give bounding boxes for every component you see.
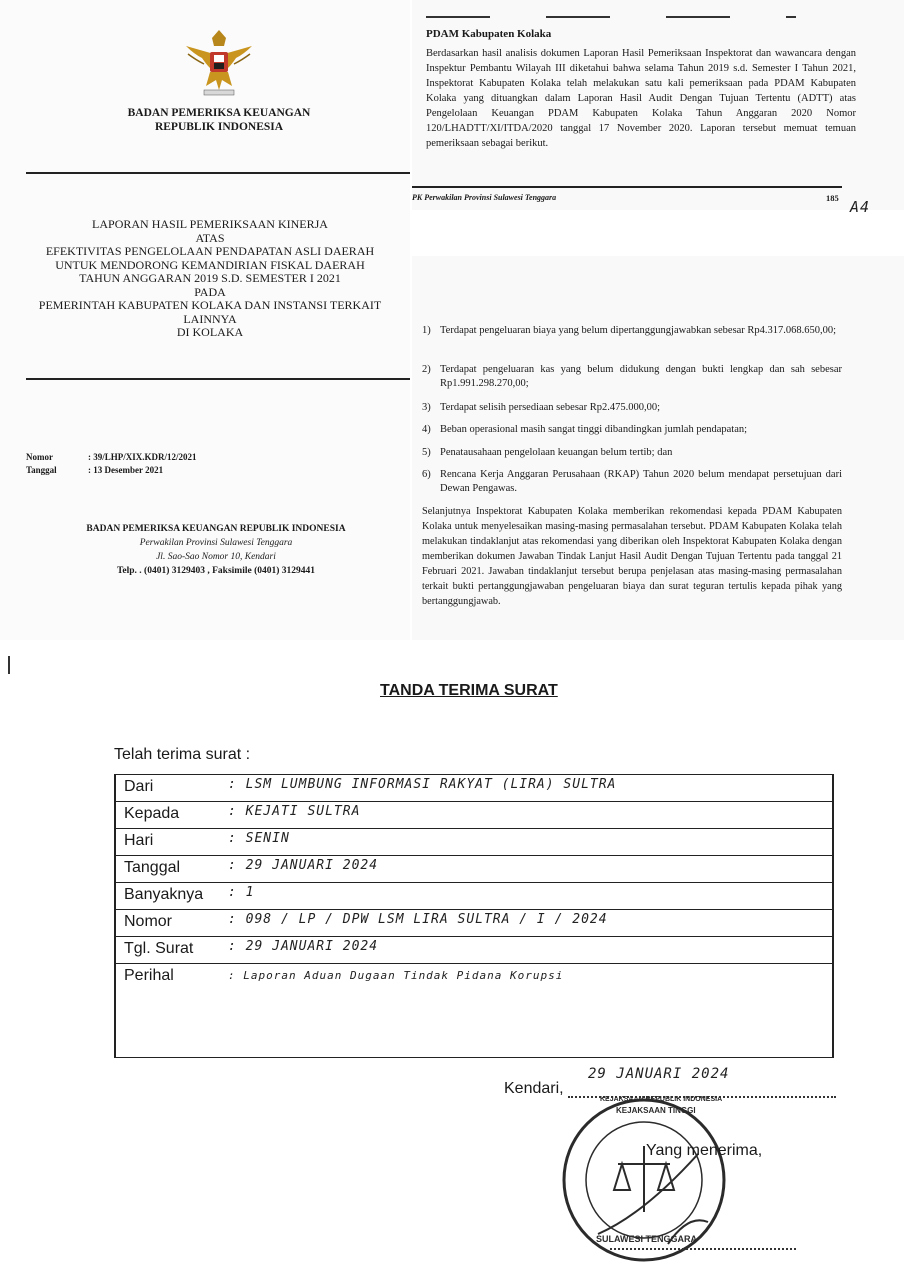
nomor-value: : 39/LHP/XIX.KDR/12/2021 [88, 452, 197, 462]
item-text: Rencana Kerja Anggaran Perusahaan (RKAP) Tahun 2020 belum mendapat persetujuan dari Dewan Pengawas. [440, 469, 842, 494]
receipt-row-perihal [116, 964, 832, 990]
receipt-row-kepada [116, 802, 832, 829]
title-line: LAINNYA [183, 311, 237, 326]
place-label: Kendari, [504, 1080, 564, 1097]
row-value: : 098 / LP / DPW LSM LIRA SULTRA / I / 2024 [228, 912, 608, 927]
divider-top [26, 172, 410, 174]
agency-name-line2: REPUBLIK INDONESIA [154, 121, 284, 133]
page-footer-rule [412, 186, 842, 188]
row-value: : 29 JANUARI 2024 [228, 858, 379, 873]
item-number: 4) [422, 424, 431, 435]
row-label: Banyaknya [124, 886, 204, 903]
garuda-emblem-icon [180, 24, 258, 102]
row-label: Perihal [124, 967, 174, 984]
receipt-intro: Telah terima surat : [114, 746, 251, 763]
receipt-row-nomor [116, 910, 832, 937]
receipt-title: TANDA TERIMA SURAT [380, 682, 558, 699]
page-footer-left: PK Perwakilan Provinsi Sulawesi Tenggara [412, 193, 557, 202]
receipt-row-banyaknya [116, 883, 832, 910]
row-value: : Laporan Aduan Dugaan Tindak Pidana Korupsi [228, 969, 564, 982]
footer-line: Jl. Sao-Sao Nomor 10, Kendari [156, 552, 276, 562]
signature-dotted-line [610, 1248, 796, 1250]
item-number: 5) [422, 447, 431, 458]
title-line: LAPORAN HASIL PEMERIKSAAN KINERJA [92, 217, 328, 231]
lhp-page-185-top [412, 0, 904, 216]
footer-line: Telp. . (0401) 3129403 , Faksimile (0401) 3129441 [116, 566, 316, 576]
receipt-row-tanggal [116, 856, 832, 883]
receipt-row-tgl-surat [116, 937, 832, 964]
finding-item [422, 324, 842, 354]
item-text: Terdapat pengeluaran kas yang belum didukung dengan bukti lengkap dan sah sebesar Rp1.991.298.270,00; [440, 364, 842, 389]
stamp-text-mid: KEJAKSAAN TINGGI [616, 1106, 696, 1115]
tanggal-label: Tanggal [26, 465, 57, 475]
finding-item [422, 363, 842, 393]
row-value: : KEJATI SULTRA [228, 804, 361, 819]
stamp-text-bottom: SULAWESI TENGGARA [596, 1234, 698, 1244]
row-value: : 29 JANUARI 2024 [228, 939, 379, 954]
nomor-label: Nomor [26, 452, 53, 462]
footer-line: Perwakilan Provinsi Sulawesi Tenggara [139, 538, 293, 548]
row-label: Hari [124, 832, 154, 849]
handwritten-mark: A4 [850, 198, 871, 216]
footer-line: BADAN PEMERIKSA KEUANGAN REPUBLIK INDONESIA [86, 524, 346, 534]
item-number: 6) [422, 469, 431, 480]
receiver-label: Yang menerima, [646, 1142, 763, 1159]
row-label: Tgl. Surat [124, 940, 194, 957]
cover-footer [36, 522, 396, 578]
lhp-cover-page [0, 0, 410, 640]
receipt-section [0, 648, 904, 1280]
left-scan-edge [8, 656, 10, 674]
title-line: PADA [194, 284, 226, 299]
item-number: 3) [422, 402, 431, 413]
finding-item [422, 446, 842, 462]
receipt-table [114, 774, 834, 1058]
row-value: : SENIN [228, 831, 290, 846]
report-title [16, 218, 404, 340]
row-label: Tanggal [124, 859, 181, 876]
stamp-text-top: KEJAKSAAN REPUBLIK INDONESIA [600, 1096, 723, 1103]
row-value: : LSM LUMBUNG INFORMASI RAKYAT (LIRA) SULTRA [228, 777, 617, 792]
divider-bottom [26, 378, 410, 380]
item-text: Terdapat selisih persediaan sebesar Rp2.475.000,00; [440, 402, 660, 413]
row-value: : 1 [228, 885, 255, 900]
item-text: Terdapat pengeluaran biaya yang belum dipertanggungjawabkan sebesar Rp4.317.068.650,00; [440, 325, 837, 336]
place-date: 29 JANUARI 2024 [588, 1066, 730, 1082]
paragraph-1: Berdasarkan hasil analisis dokumen Laporan Hasil Pemeriksaan Inspektorat dan wawancara dengan Inspektur Pembantu Wilayah III diketahui bahwa selama Tahun 2019 s.d. Semester I Tahun 2021, Inspektorat Kabupaten Kolaka telah melakukan satu kali pemeriksaan pada PDAM Kabupaten Kolaka yang dituangkan dalam Laporan Hasil Audit Dengan Tujuan Tertentu (ADTT) atas Pengelolaan Keuangan PDAM Kabupaten Kolaka Tahun Anggaran 2020 Nomor 120/LHADTT/XI/ITDA/2020 tanggal 17 November 2020. Laporan tersebut memuat temuan pemeriksaan sebagai berikut. [426, 48, 856, 149]
lhp-page-findings [412, 256, 904, 640]
page-number: 185 [826, 193, 839, 203]
title-line: TAHUN ANGGARAN 2019 S.D. SEMESTER I 2021 [79, 271, 341, 285]
title-line: ATAS [195, 230, 225, 245]
agency-name-line1: BADAN PEMERIKSA KEUANGAN [127, 107, 311, 119]
finding-item [422, 468, 842, 498]
top-scan-dashes [426, 16, 796, 18]
title-line: UNTUK MENDORONG KEMANDIRIAN FISKAL DAERAH [55, 257, 365, 272]
row-label: Dari [124, 778, 154, 795]
item-number: 1) [422, 325, 431, 336]
title-line: DI KOLAKA [176, 325, 244, 339]
item-text: Penatausahaan pengelolaan keuangan belum tertib; dan [440, 447, 673, 458]
title-line: EFEKTIVITAS PENGELOLAAN PENDAPATAN ASLI DAERAH [45, 244, 375, 258]
paragraph-2: Selanjutnya Inspektorat Kabupaten Kolaka memberikan rekomendasi kepada PDAM Kabupaten Kolaka untuk menyelesaikan masing-masing permasalahan tersebut. PDAM Kabupaten Kolaka telah melakukan tindaklanjut atas rekomendasi yang diberikan oleh Inspektorat Kabupaten Kolaka dengan memberikan dokumen Jawaban Tindak Lanjut Hasil Audit Dengan Tujuan Tertentu pada tanggal 21 Februari 2021. Jawaban tindaklanjut tersebut berupa penjelasan atas masing-masing permasalahan terkait bukti pertanggungjawaban pengeluaran biaya dan surat teguran tertulis kepada pihak yang bertanggungjawab. [422, 506, 842, 607]
finding-item [422, 423, 842, 439]
item-text: Beban operasional masih sangat tinggi dibandingkan jumlah pendapatan; [440, 424, 748, 435]
row-label: Nomor [124, 913, 173, 930]
section-heading: PDAM Kabupaten Kolaka [426, 28, 552, 40]
tanggal-value: : 13 Desember 2021 [88, 465, 164, 475]
receipt-row-hari [116, 829, 832, 856]
row-label: Kepada [124, 805, 180, 822]
item-number: 2) [422, 364, 431, 375]
finding-item [422, 401, 842, 417]
title-line: PEMERINTAH KABUPATEN KOLAKA DAN INSTANSI TERKAIT [38, 298, 382, 312]
receipt-row-dari [116, 775, 832, 802]
